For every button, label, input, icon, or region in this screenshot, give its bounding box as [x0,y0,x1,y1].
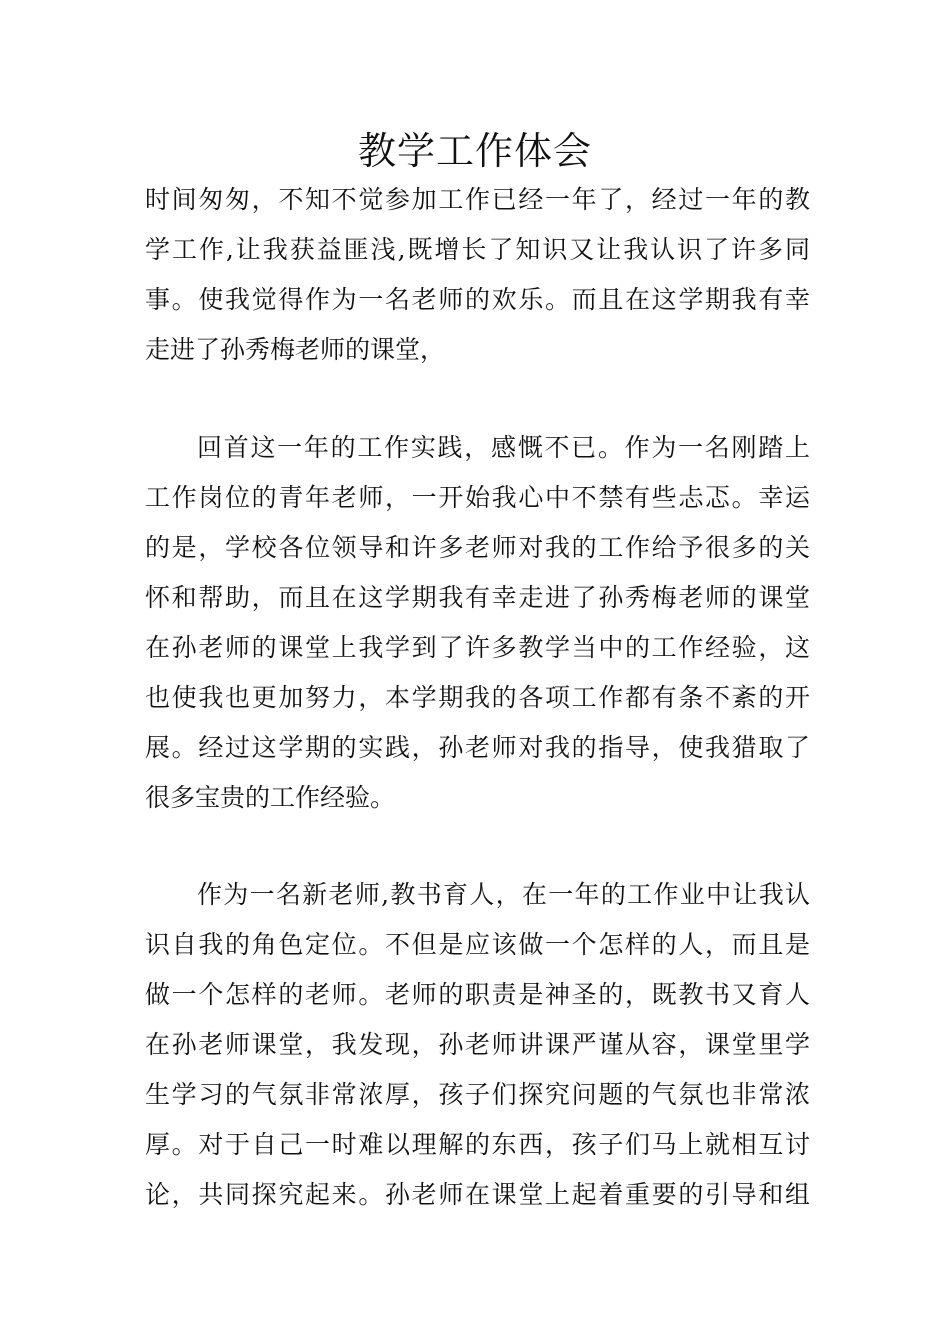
text-line: 展。经过这学期的实践，孙老师对我的指导，使我猎取了 [145,733,810,762]
text-line: 回首这一年的工作实践，感慨不已。作为一名刚踏上 [197,433,810,462]
paragraph-role [145,870,810,1220]
text-line: 识自我的角色定位。不但是应该做一个怎样的人，而且是 [145,930,810,959]
text-line: 在孙老师的课堂上我学到了许多教学当中的工作经验，这 [145,633,810,662]
text-line: 很多宝贵的工作经验。 [145,783,396,812]
text-line: 的是，学校各位领导和许多老师对我的工作给予很多的关 [145,533,810,562]
text-line: 做一个怎样的老师。老师的职责是神圣的，既教书又育人 [145,980,810,1009]
text-line: 怀和帮助，而且在这学期我有幸走进了孙秀梅老师的课堂 [145,583,810,612]
paragraph-intro [145,175,810,375]
text-line: 厚。对于自己一时难以理解的东西，孩子们马上就相互讨 [145,1130,810,1159]
paragraph-review [145,423,810,823]
text-line: 学工作,让我获益匪浅,既增长了知识又让我认识了许多同 [145,235,810,264]
text-line: 走进了孙秀梅老师的课堂， [145,335,446,364]
text-line: 事。使我觉得作为一名老师的欢乐。而且在这学期我有幸 [145,285,810,314]
text-line: 论，共同探究起来。孙老师在课堂上起着重要的引导和组 [145,1180,810,1209]
document-title: 教学工作体会 [357,129,592,173]
text-line: 作为一名新老师,教书育人，在一年的工作业中让我认 [197,880,810,909]
text-line: 在孙老师课堂，我发现，孙老师讲课严谨从容，课堂里学 [145,1030,810,1059]
text-line: 工作岗位的青年老师，一开始我心中不禁有些忐忑。幸运 [145,483,810,512]
text-line: 也使我也更加努力，本学期我的各项工作都有条不紊的开 [145,683,810,712]
text-line: 时间匆匆，不知不觉参加工作已经一年了，经过一年的教 [145,185,810,214]
text-line: 生学习的气氛非常浓厚，孩子们探究问题的气氛也非常浓 [145,1080,810,1109]
